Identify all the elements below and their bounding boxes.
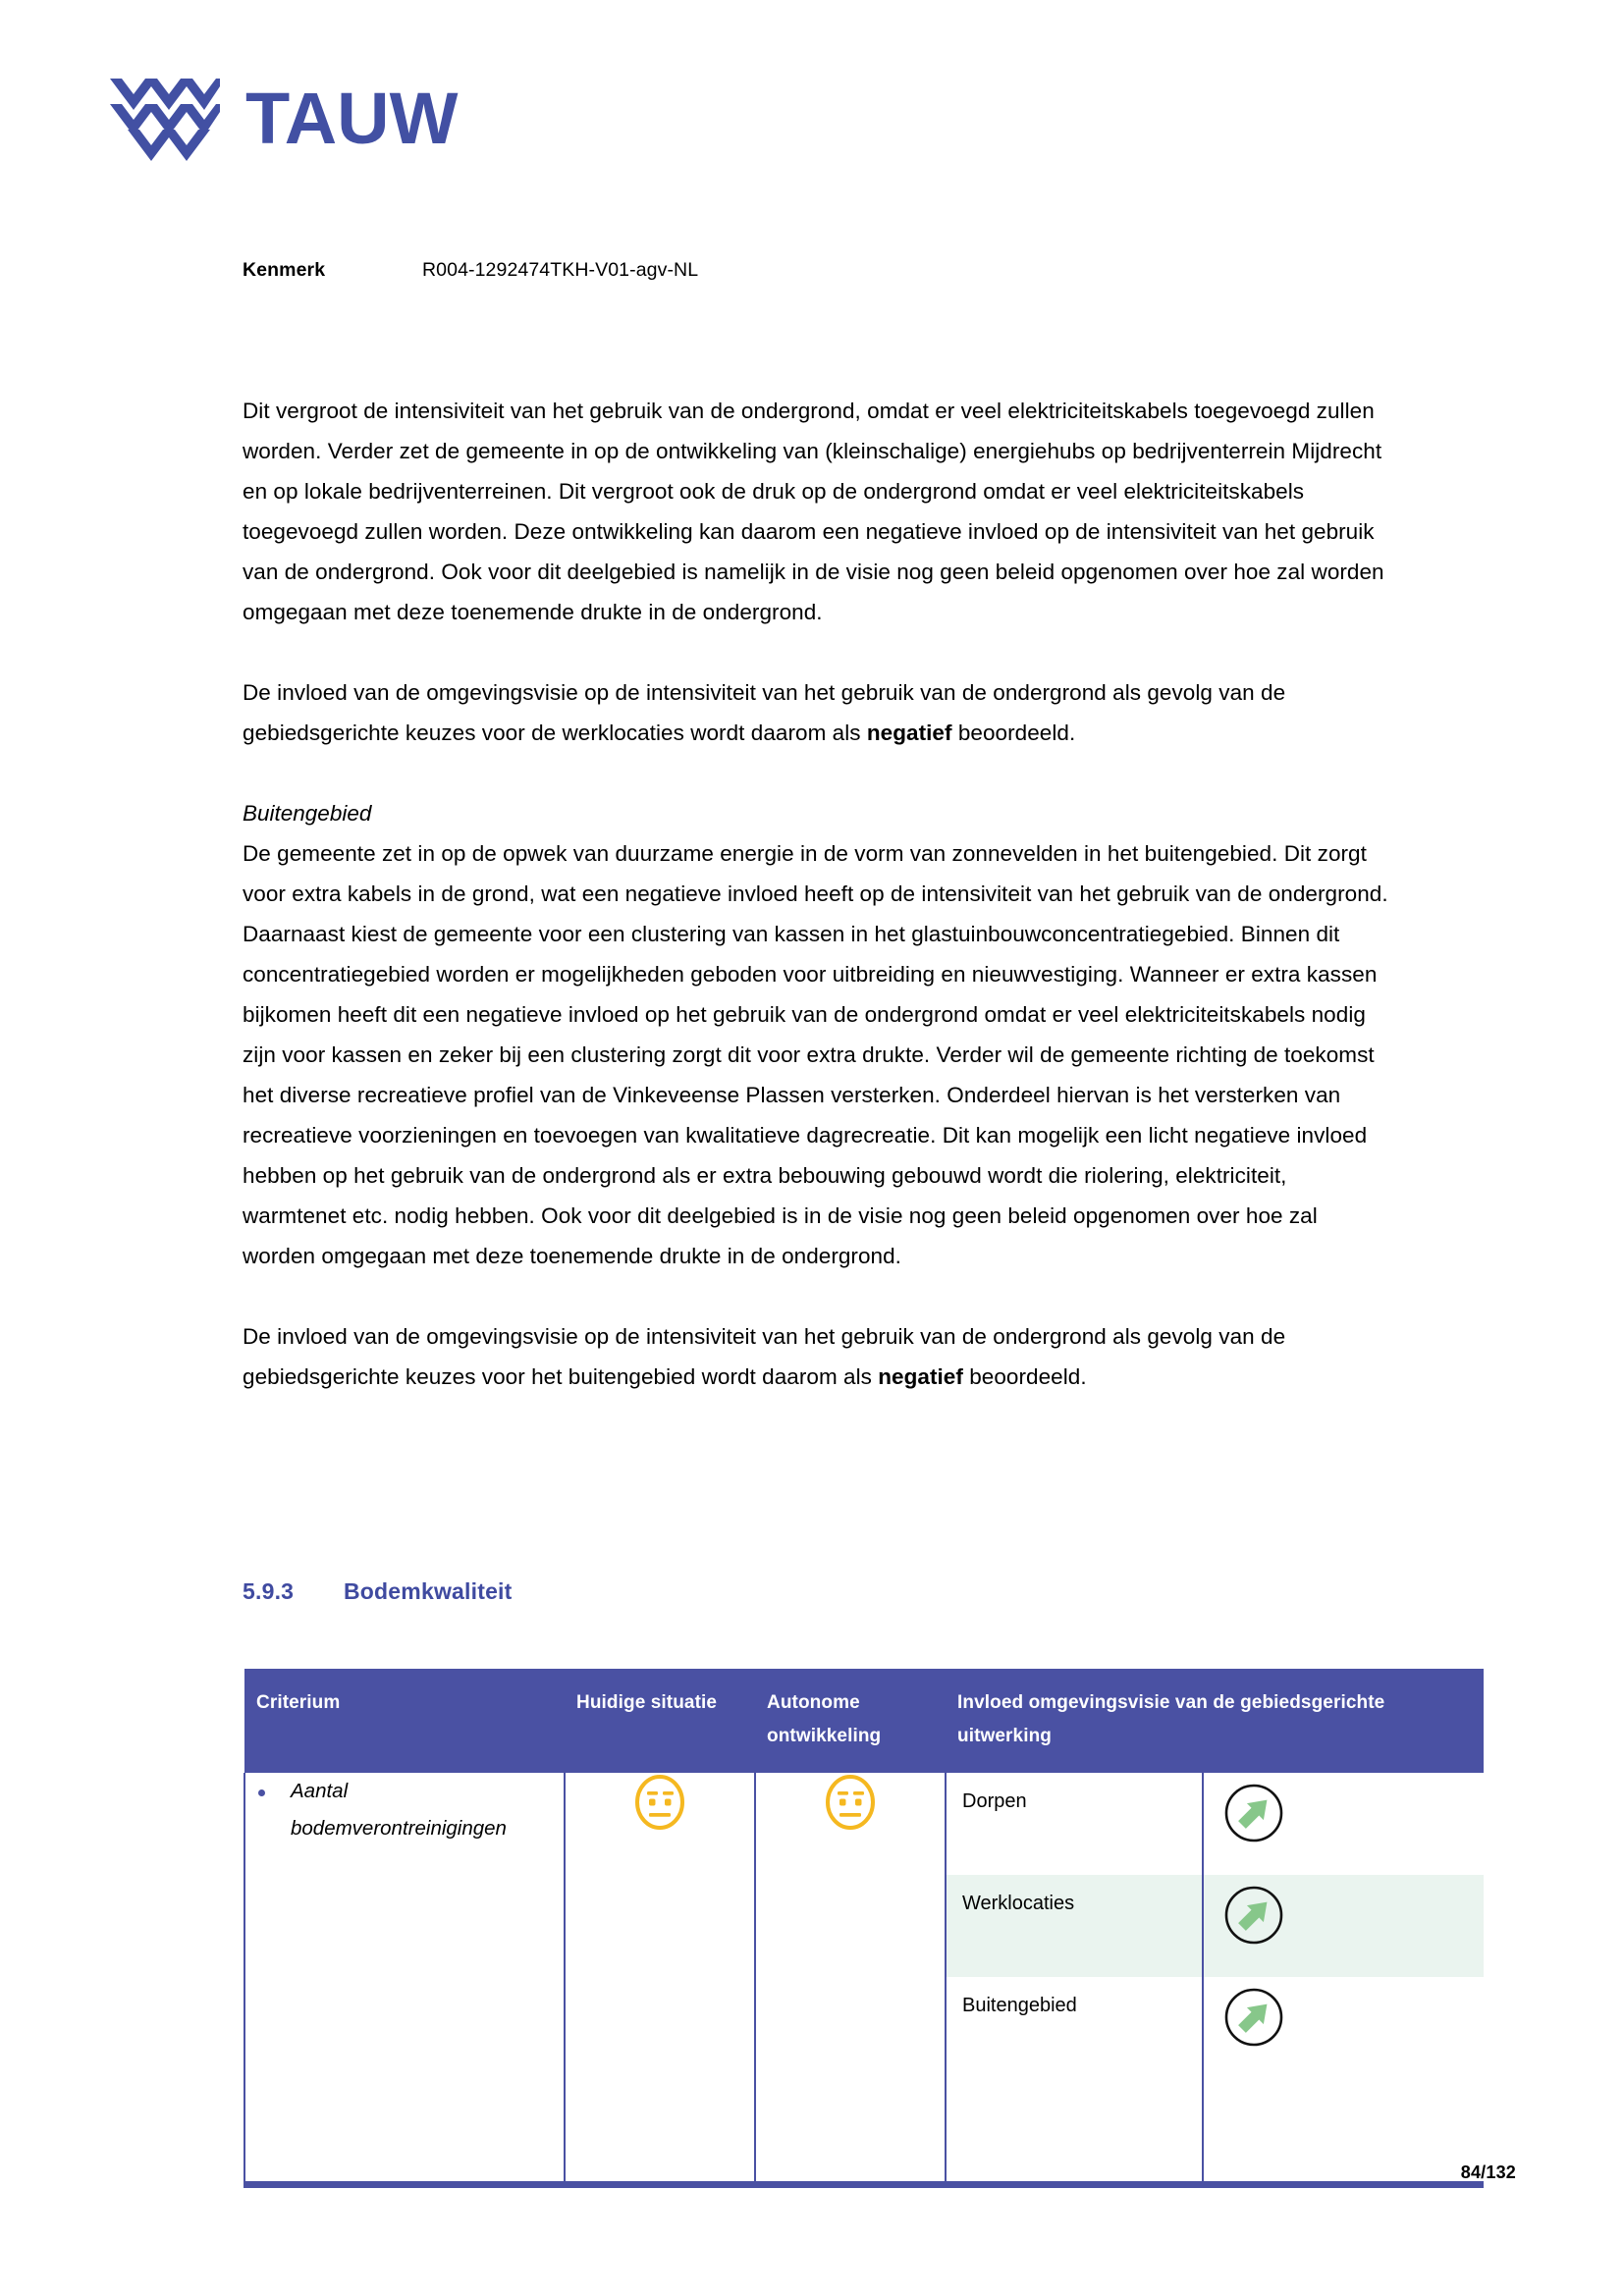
deelgebied-row-werklocaties bbox=[947, 1875, 1484, 1977]
deelgebied-label: Dorpen bbox=[947, 1773, 1203, 1875]
subheading-buitengebied: Buitengebied bbox=[243, 801, 372, 826]
column-header-criterium: Criterium bbox=[244, 1669, 565, 1773]
tauw-logo bbox=[106, 71, 540, 171]
table-body bbox=[244, 1773, 1484, 2185]
deelgebied-table bbox=[947, 1773, 1484, 2181]
cell-criterium bbox=[244, 1773, 565, 2185]
document-body bbox=[243, 391, 1391, 1397]
table-row bbox=[244, 1773, 1484, 2185]
paragraph-2-text-before: De invloed van de omgevingsvisie op de intensiviteit van het gebruik van de ondergrond als gevolg van de gebiedsgerichte keuzes voor de werklocaties wordt daarom als bbox=[243, 680, 1286, 745]
tauw-chevron-logo-icon bbox=[106, 71, 224, 171]
criterion-list bbox=[245, 1773, 564, 1847]
cell-autonome-ontwikkeling bbox=[755, 1773, 946, 2185]
paragraph-gap bbox=[243, 753, 1391, 793]
column-header-invloed: Invloed omgevingsvisie van de gebiedsgerichte uitwerking bbox=[946, 1669, 1484, 1773]
tauw-wordmark bbox=[245, 84, 540, 157]
table-header-row bbox=[244, 1669, 1484, 1773]
table-header bbox=[244, 1669, 1484, 1773]
section-title: Bodemkwaliteit bbox=[344, 1578, 513, 1604]
paragraph-1: Dit vergroot de intensiviteit van het gebruik van de ondergrond, omdat er veel elektriciteitskabels toegevoegd zullen worden. Verder zet de gemeente in op de ontwikkeling van (kleinschalige) energiehubs op bedrijventerrein Mijdrecht en op lokale bedrijventerreinen. Dit vergroot ook de druk op de ondergrond omdat er veel elektriciteitskabels toegevoegd zullen worden. Deze ontwikkeling kan daarom een negatieve invloed op de intensiviteit van het gebruik van de ondergrond. Ook voor dit deelgebied is namelijk in de visie nog geen beleid opgenomen over hoe zal worden omgegaan met deze toenemende drukte in de ondergrond. bbox=[243, 399, 1384, 624]
deelgebied-score bbox=[1203, 1977, 1484, 2079]
neutral-face-icon bbox=[821, 1773, 880, 1832]
deelgebied-filler-row bbox=[947, 2079, 1484, 2181]
deelgebied-score bbox=[1203, 1773, 1484, 1875]
cell-invloed bbox=[946, 1773, 1484, 2185]
deelgebied-score bbox=[1203, 1875, 1484, 1977]
paragraph-3: De gemeente zet in op de opwek van duurzame energie in de vorm van zonnevelden in het buitengebied. Dit zorgt voor extra kabels in de grond, wat een negatieve invloed heeft op de intensiviteit van het gebruik van de ondergrond. Daarnaast kiest de gemeente voor een clustering van kassen in het glastuinbouwconcentratiegebied. Binnen dit concentratiegebied worden er mogelijkheden geboden voor uitbreiding en nieuwvestiging. Wanneer er extra kassen bijkomen heeft dit een negatieve invloed op het gebruik van de ondergrond omdat er veel elektriciteitskabels nodig zijn voor kassen en zeker bij een clustering zorgt dit voor extra drukte. Verder wil de gemeente richting de toekomst het diverse recreatieve profiel van de Vinkeveense Plassen versterken. Onderdeel hiervan is het versterken van recreatieve voorzieningen en toevoegen van kwalitatieve dagrecreatie. Dit kan mogelijk een licht negatieve invloed hebben op het gebruik van de ondergrond als er extra bebouwing gebouwd wordt die riolering, elektriciteit, warmtenet etc. nodig hebben. Ook voor dit deelgebied is in de visie nog geen beleid opgenomen over hoe zal worden omgegaan met deze toenemende drukte in de ondergrond. bbox=[243, 841, 1388, 1268]
kenmerk-value: R004-1292474TKH-V01-agv-NL bbox=[422, 259, 699, 281]
arrow-up-right-icon bbox=[1221, 1781, 1286, 1845]
list-item: Aantal bodemverontreinigingen bbox=[245, 1773, 564, 1847]
column-header-autonome-ontwikkeling: Autonome ontwikkeling bbox=[755, 1669, 946, 1773]
paragraph-4-text-before: De invloed van de omgevingsvisie op de intensiviteit van het gebruik van de ondergrond als gevolg van de gebiedsgerichte keuzes voor het buitengebied wordt daarom als bbox=[243, 1324, 1286, 1389]
paragraph-2-emphasis: negatief bbox=[866, 721, 952, 745]
svg-text:TAUW: TAUW bbox=[245, 84, 459, 157]
section-number: 5.9.3 bbox=[243, 1578, 295, 1604]
paragraph-4-emphasis: negatief bbox=[878, 1364, 963, 1389]
paragraph-4 bbox=[243, 1316, 1391, 1397]
deelgebied-row-buitengebied bbox=[947, 1977, 1484, 2079]
paragraph-2 bbox=[243, 672, 1391, 753]
page-number: 84/132 bbox=[1460, 2163, 1516, 2182]
paragraph-4-text-after: beoordeeld. bbox=[962, 1364, 1087, 1389]
assessment-table bbox=[244, 1669, 1484, 2188]
filler-cell bbox=[947, 2079, 1203, 2181]
arrow-up-right-icon bbox=[1221, 1985, 1286, 2050]
deelgebied-label: Buitengebied bbox=[947, 1977, 1203, 2079]
deelgebied-row-dorpen bbox=[947, 1773, 1484, 1875]
deelgebied-label: Werklocaties bbox=[947, 1875, 1203, 1977]
document-reference bbox=[243, 257, 698, 283]
cell-huidige-situatie bbox=[565, 1773, 755, 2185]
neutral-face-icon bbox=[630, 1773, 689, 1832]
assessment-table-wrapper bbox=[244, 1669, 1388, 2188]
section-heading bbox=[243, 1578, 513, 1605]
filler-cell bbox=[1203, 2079, 1484, 2181]
arrow-up-right-icon bbox=[1221, 1883, 1286, 1948]
column-header-huidige-situatie: Huidige situatie bbox=[565, 1669, 755, 1773]
paragraph-2-text-after: beoordeeld. bbox=[951, 721, 1076, 745]
kenmerk-label: Kenmerk bbox=[243, 259, 326, 281]
